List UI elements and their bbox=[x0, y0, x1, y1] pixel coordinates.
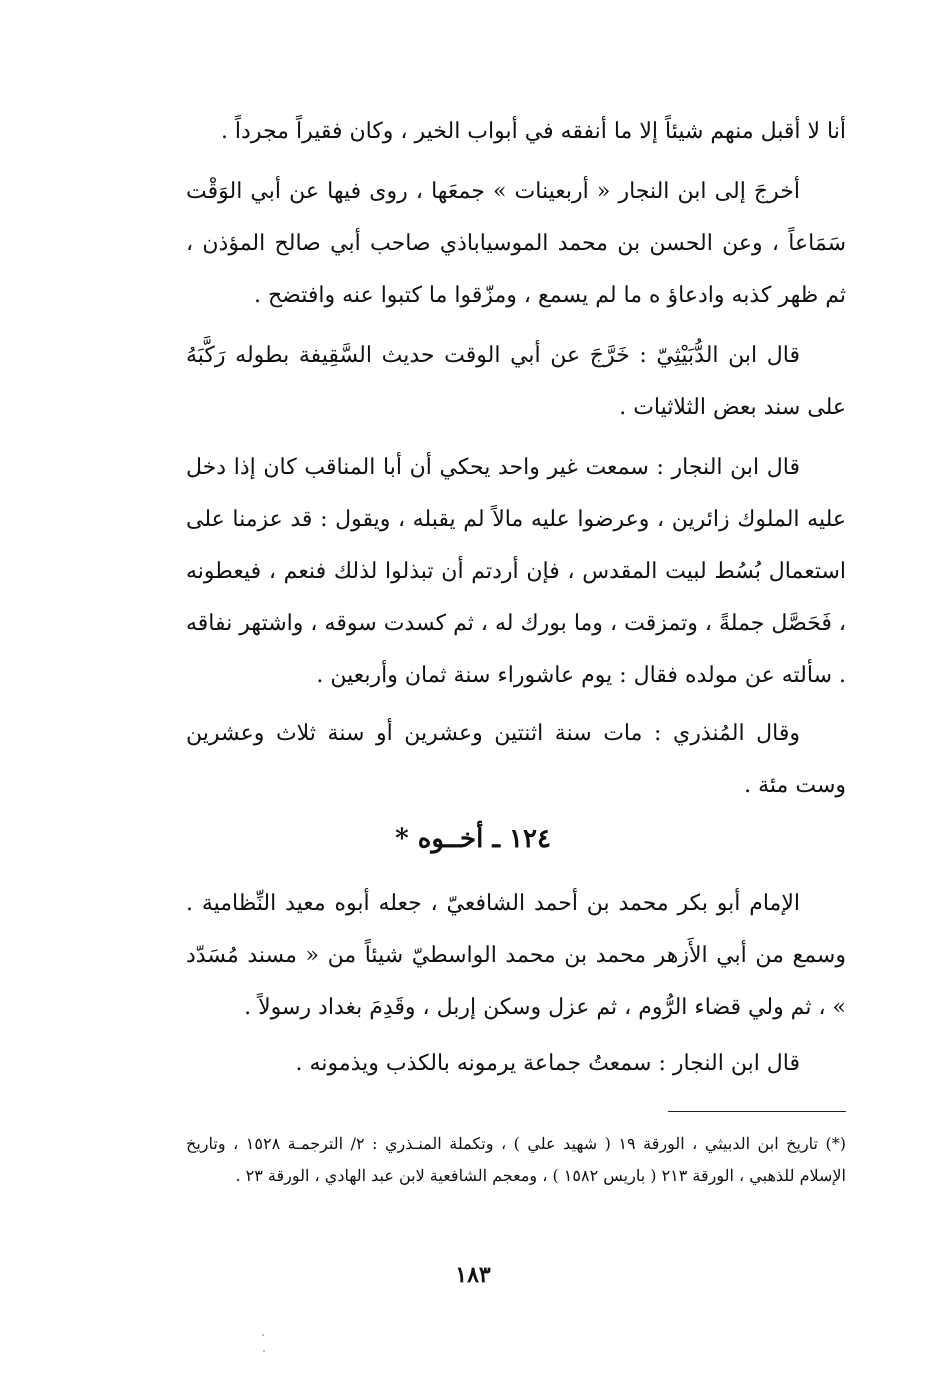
paragraph-1: أنا لا أقبل منهم شيئاً إلا ما أنفقه في أبواب الخير ، وكان فقيراً مجرداً . bbox=[220, 119, 846, 144]
scan-speck bbox=[262, 1334, 264, 1336]
body-text-lower bbox=[186, 878, 846, 1090]
paragraph-2: أخرجَ إلى ابن النجار « أربعينات » جمعَها ، روى فيها عن أبي الوَقْت سَمَاعاً ، وعن الحسن بن محمد الموسياباذي صاحب أبي صالح المؤذن ، ثم ظهر كذبه وادعاؤ ه ما لم يسمع ، ومزّقوا ما كتبوا عنه وافتضح . bbox=[186, 179, 846, 308]
paragraph-7: قال ابن النجار : سمعتُ جماعة يرمونه بالكذب ويذمونه . bbox=[295, 1051, 800, 1076]
footnote: (*) تاريخ ابن الدبيثي ، الورقة ١٩ ( شهيد علي ) ، وتكملة المنـذري : ٢/ الترجمـة ١٥٢٨ ، وتاريخ الإسلام للذهبي ، الورقة ٢١٣ ( باريس ١٥٨٢ ) ، ومعجم الشافعية لابن عبد الهادي ، الورقة ٢٣ . bbox=[186, 1134, 847, 1185]
footnote-separator bbox=[668, 1111, 846, 1112]
entry-heading: ١٢٤ ـ أخــوه * bbox=[395, 824, 551, 854]
paragraph-6: الإمام أبو بكر محمد بن أحمد الشافعيّ ، جعله أبوه معيد النِّظامية . وسمع من أبي الأَزهر محمد بن محمد الواسطيّ شيئاً من « مسند مُسَدّد » ، ثم ولي قضاء الرُّوم ، ثم عزل وسكن إربل ، وقَدِمَ بغداد رسولاً . bbox=[186, 891, 846, 1020]
scan-speck bbox=[263, 1350, 265, 1352]
paragraph-3: قال ابن الدُّبَيْثِيّ : خَرَّجَ عن أبي الوقت حديث السَّقِيفة بطوله رَكَّبَهُ على سند بعض الثلاثيات . bbox=[186, 343, 846, 420]
page-number: ١٨٣ bbox=[455, 1262, 491, 1288]
body-text-upper bbox=[186, 106, 846, 812]
paragraph-5: وقال المُنذري : مات سنة اثنتين وعشرين أو سنة ثلاث وعشرين وست مئة . bbox=[186, 721, 846, 798]
paragraph-4: قال ابن النجار : سمعت غير واحد يحكي أن أبا المناقب كان إذا دخل عليه الملوك زائرين ، وعرضوا عليه مالاً لم يقبله ، ويقول : قد عزمنا على استعمال بُسُط لبيت المقدس ، فإن أردتم أن تبذلوا لذلك فنعم ، فيعطونه ، فَحَصَّل جملةً ، وتمزقت ، وما بورك له ، ثم كسدت سوقه ، واشتهر نفاقه . سألته عن مولده فقال : يوم عاشوراء سنة ثمان وأربعين . bbox=[186, 455, 846, 688]
